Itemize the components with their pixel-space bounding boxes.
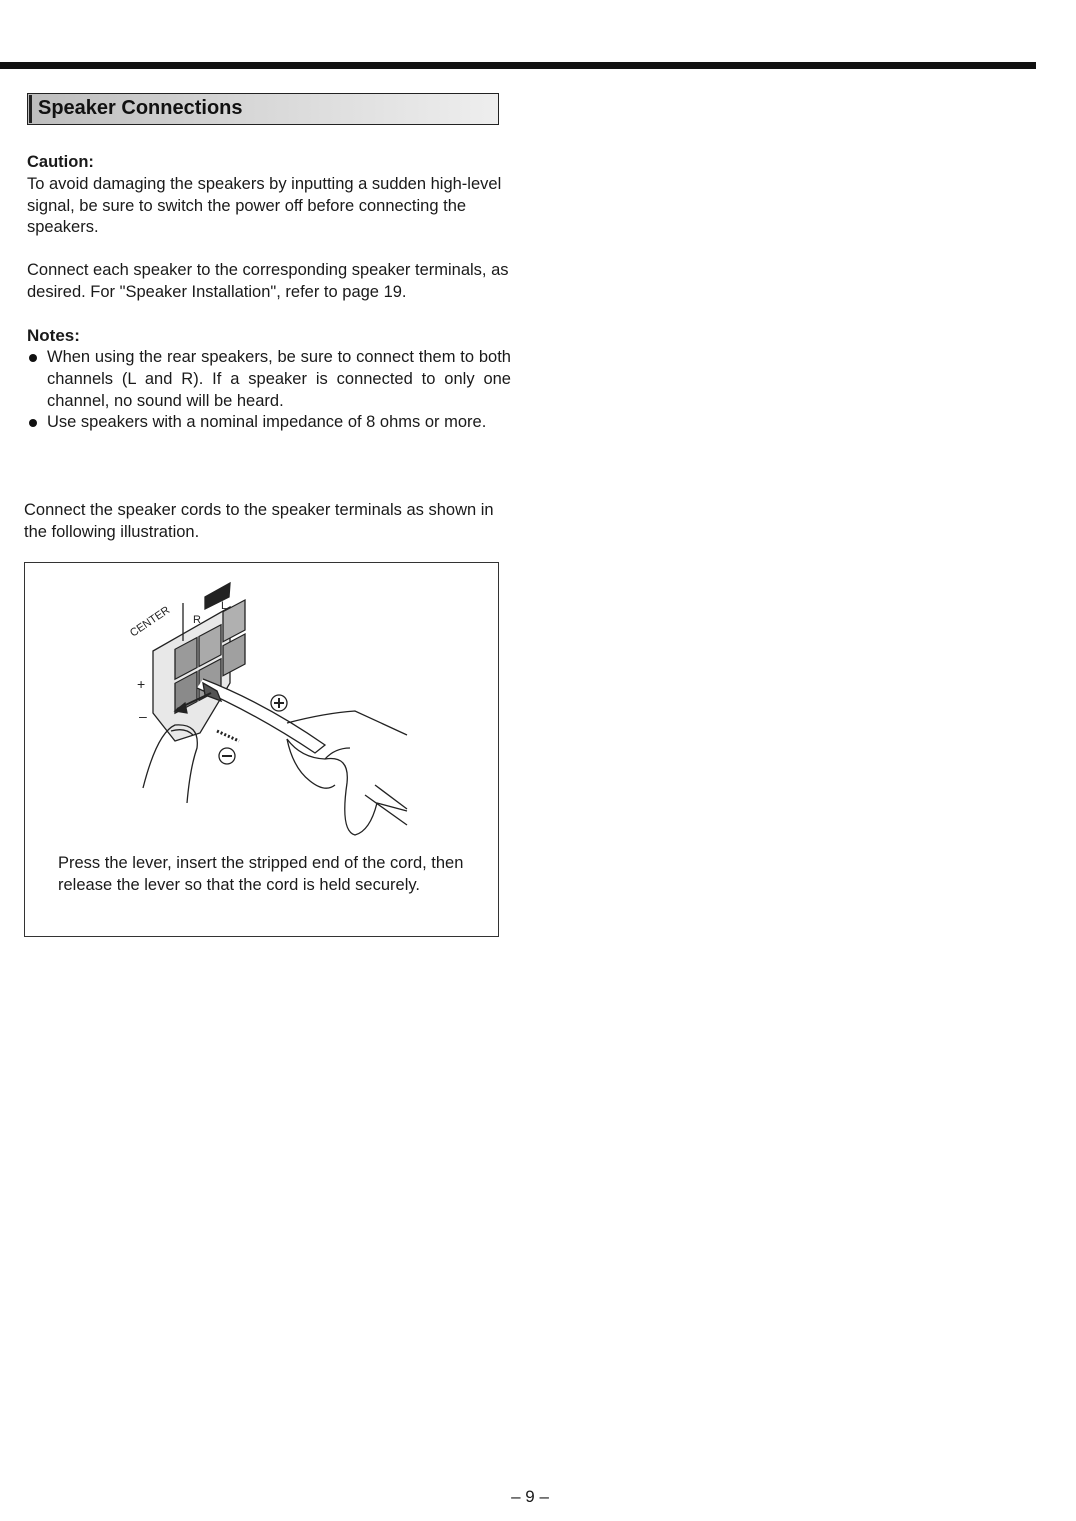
left-label: L xyxy=(221,600,228,612)
speaker-terminal-illustration xyxy=(25,563,500,853)
caution-text: To avoid damaging the speakers by inputting a sudden high-level signal, be sure to switch the power off before connecting the speakers. xyxy=(27,175,502,236)
bullet-icon xyxy=(29,354,37,362)
notes-label: Notes: xyxy=(27,326,80,345)
note-text: When using the rear speakers, be sure to connect them to both channels (L and R). If a speaker is connected to only one channel, no sound will be heard. xyxy=(47,348,511,410)
top-rule xyxy=(0,62,1036,69)
caution-label: Caution: xyxy=(27,153,94,171)
right-label: R xyxy=(193,614,201,626)
note-text: Use speakers with a nominal impedance of 8 ohms or more. xyxy=(47,413,487,432)
connect-each-text: Connect each speaker to the corresponding speaker terminals, as desired. For "Speaker Installation", refer to page 19. xyxy=(27,261,509,301)
minus-label: – xyxy=(139,708,147,724)
illustration-caption: Press the lever, insert the stripped end of the cord, then release the lever so that the cord is held securely. xyxy=(58,854,464,894)
note-item xyxy=(27,412,511,434)
notes-list xyxy=(27,347,511,434)
section-title: Speaker Connections xyxy=(38,97,243,119)
plus-label: + xyxy=(137,676,146,692)
center-label: CENTER xyxy=(127,604,173,640)
header-accent-bar xyxy=(29,95,32,123)
page-number: – 9 – xyxy=(511,1487,549,1506)
section-header xyxy=(27,93,499,125)
cords-instruction: Connect the speaker cords to the speaker terminals as shown in the following illustration. xyxy=(24,501,494,541)
illustration-box xyxy=(24,562,499,937)
note-item xyxy=(27,347,511,412)
bullet-icon xyxy=(29,419,37,427)
